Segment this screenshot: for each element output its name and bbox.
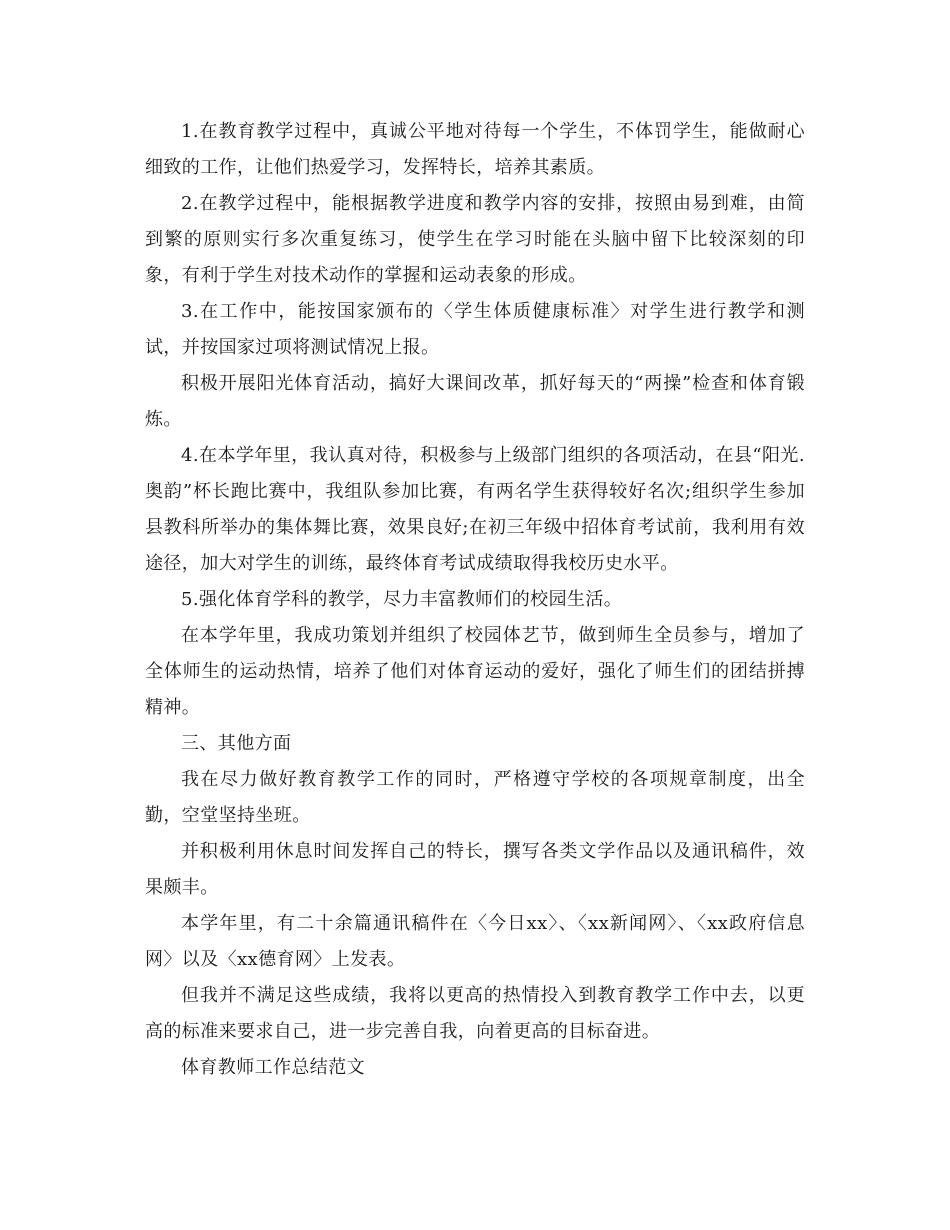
- paragraph-9: 我在尽力做好教育教学工作的同时，严格遵守学校的各项规章制度，出全勤，空堂坚持坐班。: [145, 769, 805, 826]
- paragraph-4: 积极开展阳光体育活动，搞好大课间改革，抓好每天的“两操”检查和体育锻炼。: [145, 373, 805, 430]
- paragraph-10: 并积极利用休息时间发挥自己的特长，撰写各类文学作品以及通讯稿件，效果颇丰。: [145, 841, 805, 898]
- paragraph-3: 3.在工作中，能按国家颁布的〈学生体质健康标准〉对学生进行教学和测试，并按国家过项将测试情况上报。: [145, 301, 805, 358]
- paragraph-7: 在本学年里，我成功策划并组织了校园体艺节，做到师生全员参与，增加了全体师生的运动热情，培养了他们对体育运动的爱好，强化了师生们的团结拼搏精神。: [145, 625, 805, 718]
- section-heading-other: 三、其他方面: [181, 733, 292, 754]
- document-page: [145, 114, 805, 1086]
- paragraph-2: 2.在教学过程中，能根据教学进度和教学内容的安排，按照由易到难，由简到繁的原则实行多次重复练习，使学生在学习时能在头脑中留下比较深刻的印象，有利于学生对技术动作的掌握和运动表象的形成。: [145, 193, 805, 286]
- paragraph-5: 4.在本学年里，我认真对待，积极参与上级部门组织的各项活动，在县“阳光.奥韵”杯长跑比赛中，我组队参加比赛，有两名学生获得较好名次;组织学生参加县教科所举办的集体舞比赛，效果良好;在初三年级中招体育考试前，我利用有效途径，加大对学生的训练，最终体育考试成绩取得我校历史水平。: [145, 445, 805, 574]
- paragraph-11: 本学年里，有二十余篇通讯稿件在〈今日xx〉、〈xx新闻网〉、〈xx政府信息网〉以及〈xx德育网〉上发表。: [145, 913, 805, 970]
- paragraph-1: 1.在教育教学过程中，真诚公平地对待每一个学生，不体罚学生，能做耐心细致的工作，让他们热爱学习，发挥特长，培养其素质。: [145, 121, 805, 178]
- closing-title: 体育教师工作总结范文: [181, 1057, 365, 1078]
- paragraph-6: 5.强化体育学科的教学，尽力丰富教师们的校园生活。: [181, 589, 623, 610]
- paragraph-12: 但我并不满足这些成绩，我将以更高的热情投入到教育教学工作中去，以更高的标准来要求自己，进一步完善自我，向着更高的目标奋进。: [145, 985, 805, 1042]
